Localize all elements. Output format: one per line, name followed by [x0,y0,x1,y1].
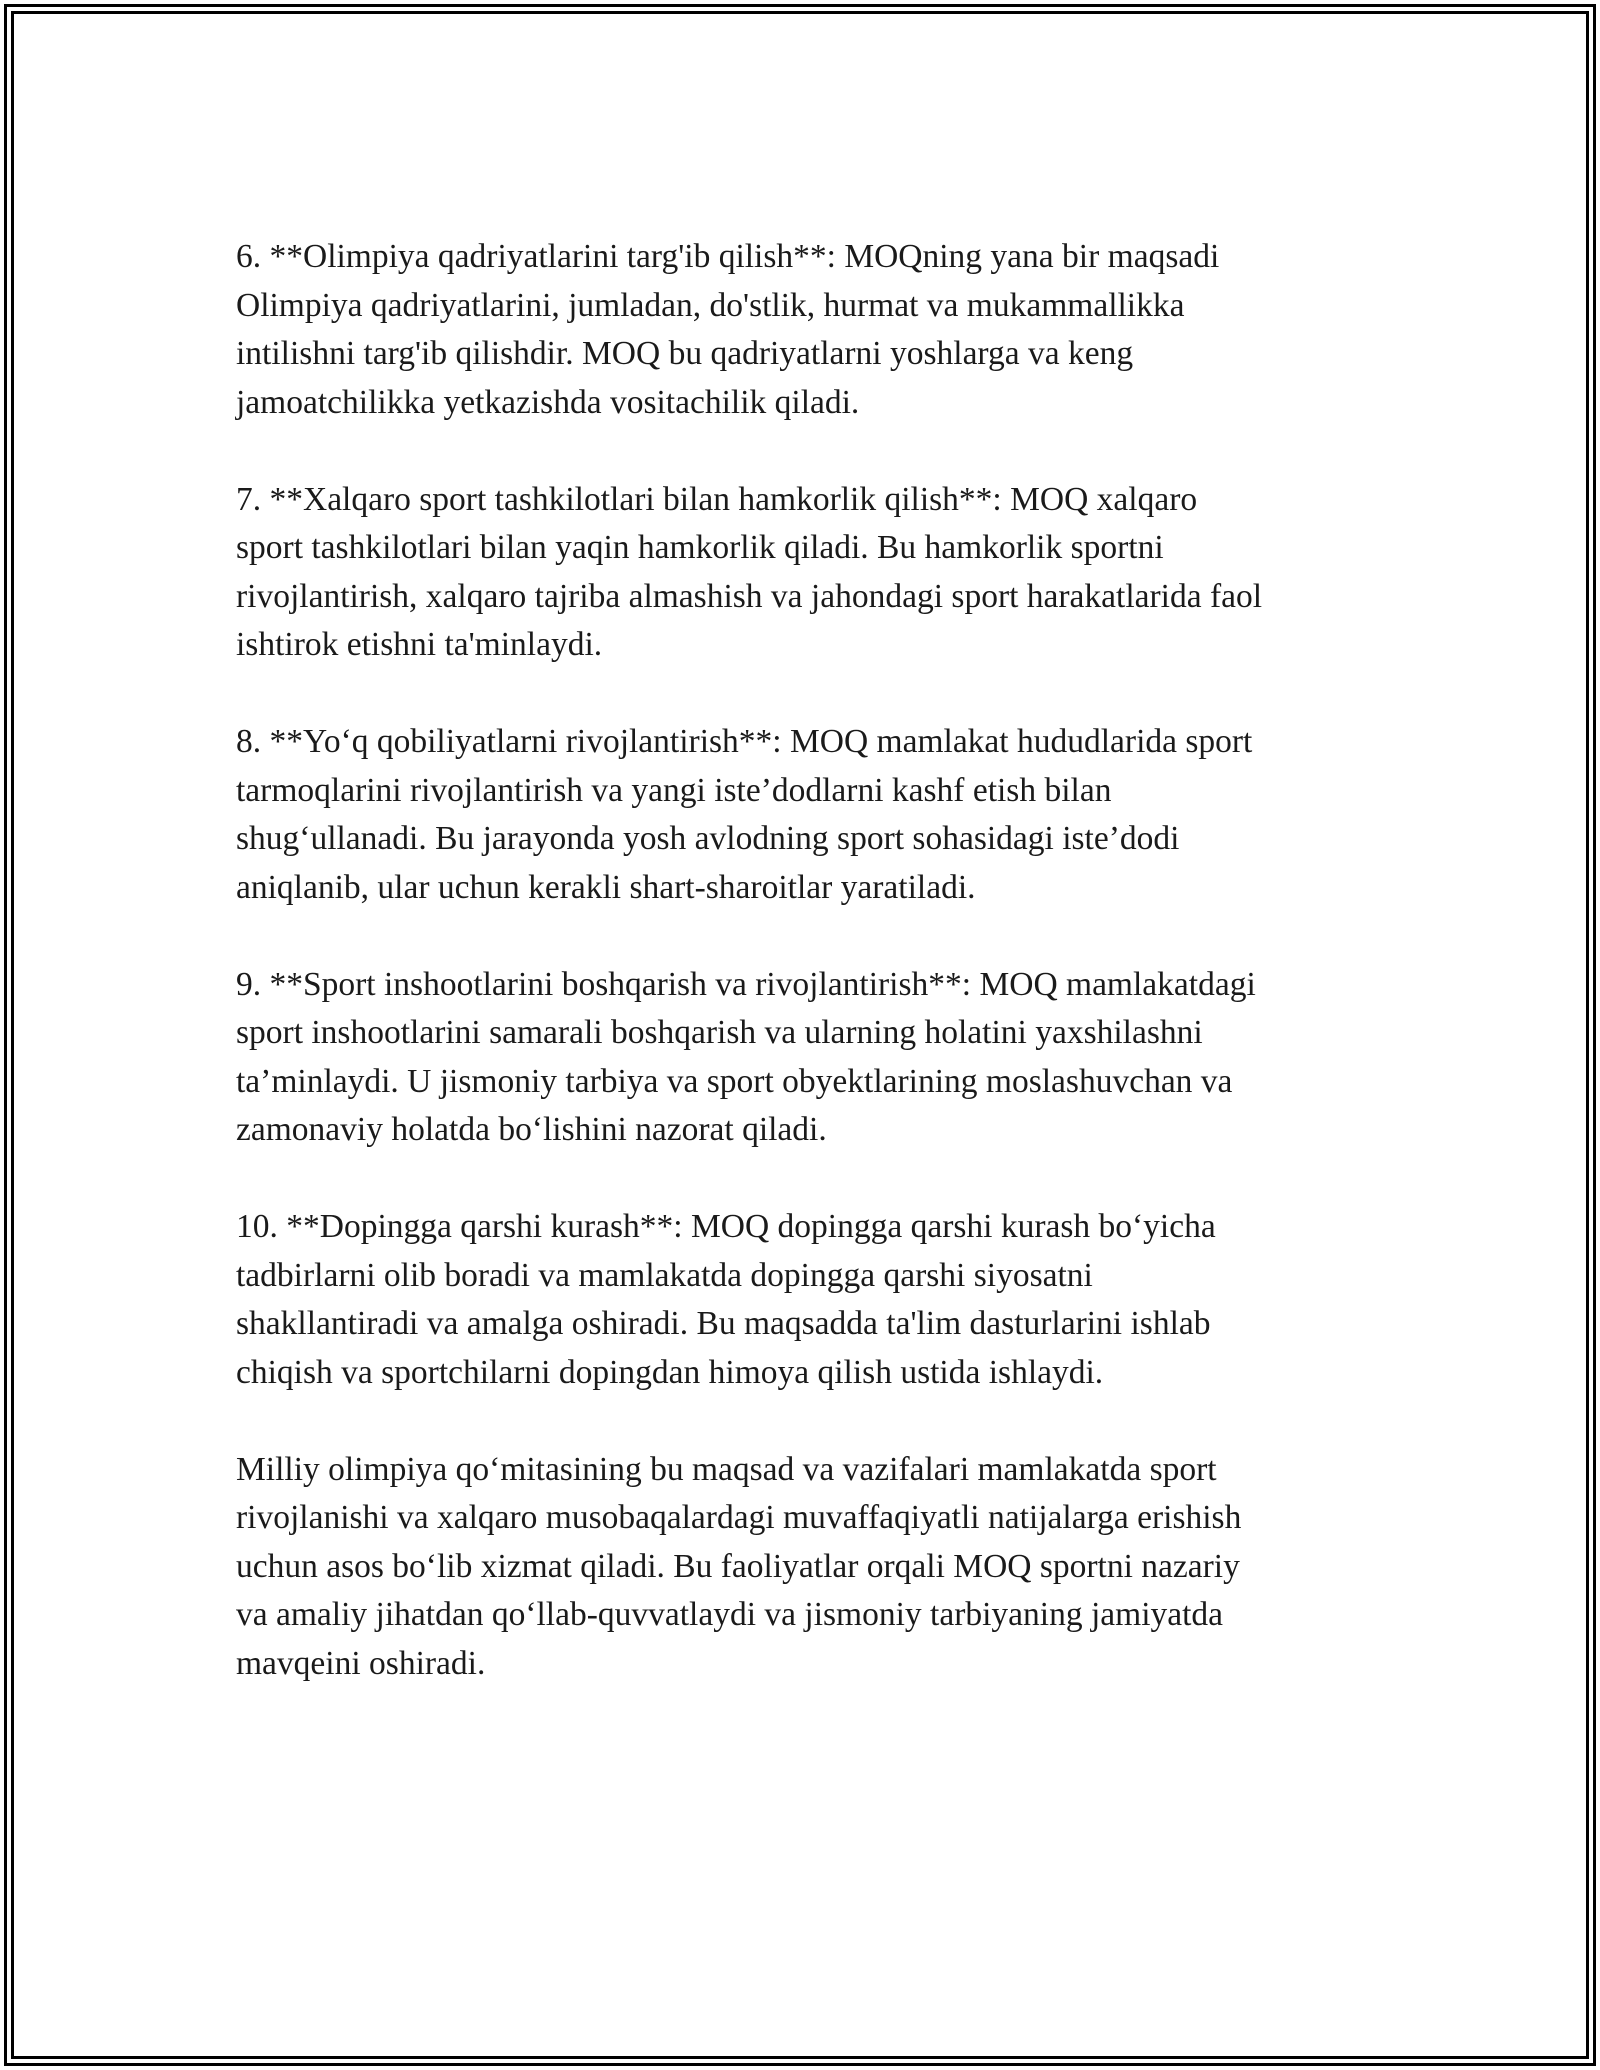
paragraph-conclusion: Milliy olimpiya qo‘mitasining bu maqsad va vazifalari mamlakatda sport rivojlanishi va xalqaro musobaqalardagi muvaffaqiyatli natijalarga erishish uchun asos bo‘lib xizmat qiladi. Bu faoliyatlar orqali MOQ sportni nazariy va amaliy jihatdan qo‘llab-quvvatlaydi va jismoniy tarbiyaning jamiyatda mavqeini oshiradi. [236,1450,1242,1682]
paragraph-olympic-values: 6. **Olimpiya qadriyatlarini targ'ib qilish**: MOQning yana bir maqsadi Olimpiya qadriyatlarini, jumladan, do'stlik, hurmat va mukammallikka intilishni targ'ib qilishdir. MOQ bu qadriyatlarni yoshlarga va keng jamoatchilikka yetkazishda vositachilik qiladi. [236,238,1220,421]
paragraph-sport-facilities: 9. **Sport inshootlarini boshqarish va rivojlantirish**: MOQ mamlakatdagi sport inshootlarini samarali boshqarish va ularning holatini yaxshilashni ta’minlaydi. U jismoniy tarbiya va sport obyektlarining moslashuvchan va zamonaviy holatda bo‘lishini nazorat qiladi. [236,965,1256,1148]
paragraph-anti-doping: 10. **Dopingga qarshi kurash**: MOQ dopingga qarshi kurash bo‘yicha tadbirlarni olib boradi va mamlakatda dopingga qarshi siyosatni shakllantiradi va amalga oshiradi. Bu maqsadda ta'lim dasturlarini ishlab chiqish va sportchilarni dopingdan himoya qilish ustida ishlaydi. [236,1208,1216,1391]
document-body [236,233,1396,1688]
paragraph-talent-development: 8. **Yo‘q qobiliyatlarni rivojlantirish**: MOQ mamlakat hududlarida sport tarmoqlarini rivojlantirish va yangi iste’dodlarni kashf etish bilan shug‘ullanadi. Bu jarayonda yosh avlodning sport sohasidagi iste’dodi aniqlanib, ular uchun kerakli shart-sharoitlar yaratiladi. [236,723,1253,906]
paragraph-international-cooperation: 7. **Xalqaro sport tashkilotlari bilan hamkorlik qilish**: MOQ xalqaro sport tashkilotlari bilan yaqin hamkorlik qiladi. Bu hamkorlik sportni rivojlantirish, xalqaro tajriba almashish va jahondagi sport harakatlarida faol ishtirok etishni ta'minlaydi. [236,480,1263,663]
